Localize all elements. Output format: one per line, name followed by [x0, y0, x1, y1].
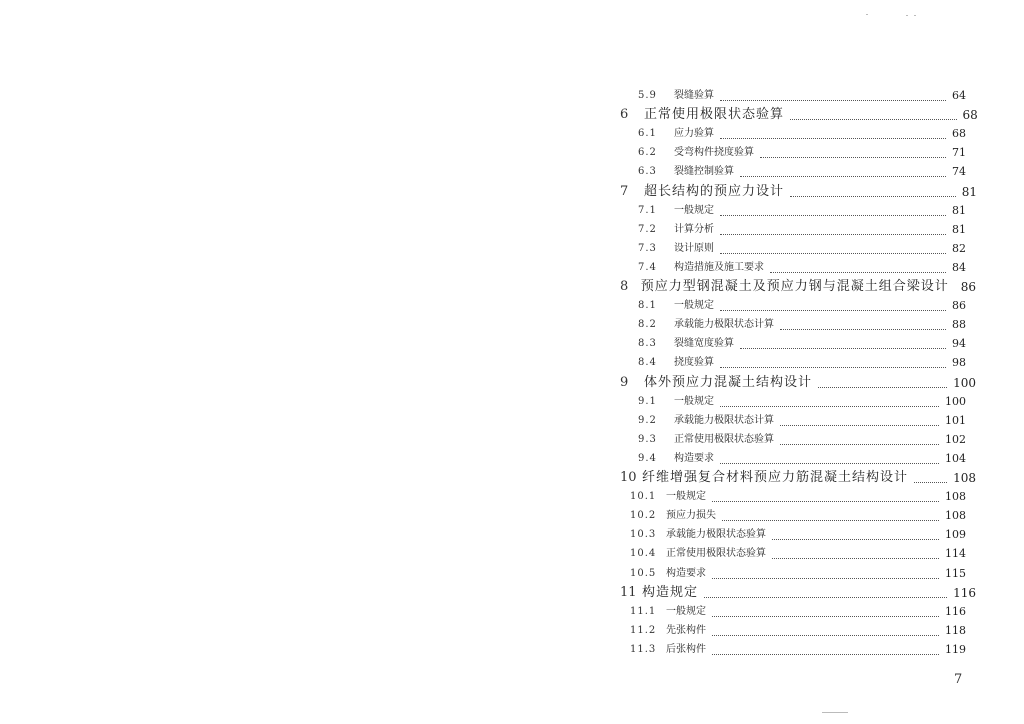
toc-entry-number: 8.4	[638, 357, 657, 369]
toc-entry-page: 104	[945, 451, 966, 465]
toc-leader-dots	[720, 397, 939, 407]
toc-leader-dots	[720, 244, 946, 254]
toc-entry-number: 6	[620, 107, 629, 123]
toc-leader-dots	[720, 225, 946, 235]
toc-section-entry	[638, 258, 966, 278]
toc-entry-number: 8.2	[638, 319, 657, 331]
toc-entry-title: 裂缝控制验算	[674, 166, 734, 178]
toc-entry-number: 7	[620, 183, 629, 199]
toc-section-entry	[638, 220, 966, 240]
toc-entry-page: 102	[945, 432, 966, 446]
toc-entry-page: 81	[952, 203, 966, 217]
toc-section-entry	[638, 201, 966, 221]
toc-entry-page: 81	[952, 222, 966, 236]
toc-entry-page: 71	[952, 146, 966, 160]
toc-entry-title: 一般规定	[674, 395, 714, 407]
toc-entry-number: 9.2	[638, 414, 657, 426]
toc-leader-dots	[720, 129, 946, 139]
toc-entry-page: 109	[945, 528, 966, 542]
toc-entry-number: 6.1	[638, 128, 657, 140]
toc-chapter-entry	[620, 583, 976, 603]
toc-entry-page: 108	[945, 490, 966, 504]
toc-entry-page: 81	[961, 184, 977, 199]
toc-entry-page: 84	[952, 260, 966, 274]
toc-entry-number: 9	[620, 374, 629, 390]
toc-entry-title: 裂缝宽度验算	[674, 338, 734, 350]
toc-entry-page: 100	[953, 375, 976, 390]
toc-entry-title: 一般规定	[674, 300, 714, 312]
toc-entry-title: 承载能力极限状态验算	[666, 529, 766, 541]
toc-section-entry	[638, 392, 966, 412]
toc-section-entry	[638, 449, 966, 469]
toc-entry-number: 11	[620, 584, 637, 600]
toc-entry-page: 74	[952, 165, 966, 179]
toc-leader-dots	[712, 645, 939, 655]
toc-entry-title: 应力验算	[674, 128, 714, 140]
toc-leader-dots	[704, 588, 947, 598]
toc-entry-page: 115	[945, 566, 966, 580]
toc-entry-page: 101	[945, 413, 966, 427]
toc-entry-title: 构造规定	[642, 584, 699, 600]
toc-entry-page: 108	[953, 471, 976, 485]
toc-entry-page: 86	[952, 299, 966, 313]
toc-section-entry	[630, 602, 966, 622]
toc-leader-dots	[914, 473, 947, 483]
toc-leader-dots	[760, 148, 946, 158]
toc-section-entry	[638, 430, 966, 450]
toc-entry-title: 纤维增强复合材料预应力筋混凝土结构设计	[642, 470, 909, 485]
toc-entry-page: 119	[945, 642, 966, 656]
toc-entry-page: 116	[945, 604, 966, 618]
toc-section-entry	[638, 86, 966, 106]
toc-entry-title: 受弯构件挠度验算	[674, 147, 754, 159]
toc-leader-dots	[790, 110, 957, 120]
toc-section-entry	[630, 544, 966, 564]
toc-entry-page: 68	[962, 108, 978, 123]
toc-entry-title: 预应力损失	[666, 510, 716, 522]
toc-leader-dots	[712, 569, 939, 579]
toc-section-entry	[638, 411, 966, 431]
scan-speck	[866, 14, 868, 15]
toc-entry-page: 118	[945, 623, 966, 637]
toc-section-entry	[630, 487, 966, 507]
toc-leader-dots	[740, 339, 946, 349]
toc-entry-number: 8.3	[638, 338, 657, 350]
toc-entry-title: 一般规定	[674, 204, 714, 216]
toc-entry-number: 10.4	[630, 548, 657, 560]
toc-entry-title: 构造要求	[666, 567, 706, 579]
toc-leader-dots	[772, 530, 939, 540]
toc-entry-number: 6.3	[638, 166, 657, 178]
toc-section-entry	[630, 640, 966, 660]
toc-section-entry	[638, 124, 966, 144]
toc-section-entry	[638, 143, 966, 163]
toc-section-entry	[638, 353, 966, 373]
toc-entry-page: 114	[945, 547, 966, 561]
toc-entry-number: 10.2	[630, 510, 657, 522]
toc-entry-number: 7.3	[638, 242, 657, 254]
toc-entry-title: 计算分析	[674, 223, 714, 235]
toc-section-entry	[638, 239, 966, 259]
scan-speck	[822, 712, 848, 713]
toc-entry-number: 10.5	[630, 567, 657, 579]
toc-entry-page: 68	[952, 127, 966, 141]
toc-entry-title: 承载能力极限状态计算	[674, 414, 774, 426]
toc-entry-number: 10.1	[630, 491, 657, 503]
toc-entry-title: 设计原则	[674, 242, 714, 254]
toc-entry-number: 9.1	[638, 395, 657, 407]
toc-entry-title: 正常使用极限状态验算	[674, 433, 774, 445]
toc-entry-title: 体外预应力混凝土结构设计	[644, 374, 813, 390]
toc-entry-page: 86	[960, 280, 976, 294]
toc-leader-dots	[740, 167, 946, 177]
toc-entry-page: 100	[945, 394, 966, 408]
toc-leader-dots	[720, 206, 946, 216]
toc-entry-page: 116	[953, 585, 976, 600]
toc-entry-number: 11.2	[630, 624, 657, 636]
toc-chapter-entry	[620, 468, 976, 488]
toc-leader-dots	[772, 549, 939, 559]
toc-entry-title: 承载能力极限状态计算	[674, 319, 774, 331]
toc-leader-dots	[712, 626, 939, 636]
toc-chapter-entry	[620, 277, 976, 297]
toc-entry-page: 64	[952, 89, 966, 102]
toc-entry-number: 6.2	[638, 147, 657, 159]
toc-entry-title: 超长结构的预应力设计	[644, 183, 785, 199]
toc-leader-dots	[712, 492, 939, 502]
toc-entry-number: 10.3	[630, 529, 657, 541]
toc-leader-dots	[790, 187, 956, 197]
toc-section-entry	[638, 315, 966, 335]
toc-leader-dots	[722, 511, 939, 521]
toc-leader-dots	[720, 358, 946, 368]
toc-entry-title: 挠度验算	[674, 357, 714, 369]
toc-leader-dots	[818, 378, 947, 388]
toc-entry-number: 7.2	[638, 223, 657, 235]
toc-entry-title: 正常使用极限状态验算	[644, 107, 785, 123]
toc-entry-title: 预应力型钢混凝土及预应力钢与混凝土组合梁设计	[640, 279, 949, 294]
toc-section-entry	[638, 296, 966, 316]
toc-entry-number: 9.4	[638, 452, 657, 464]
toc-leader-dots	[780, 435, 939, 445]
toc-entry-title: 构造要求	[674, 452, 714, 464]
toc-entry-number: 5.9	[638, 90, 657, 101]
toc-leader-dots	[780, 320, 946, 330]
toc-entry-title: 后张构件	[666, 643, 706, 655]
toc-leader-dots	[720, 454, 939, 464]
toc-entry-title: 构造措施及施工要求	[674, 261, 764, 273]
toc-entry-page: 98	[952, 356, 966, 370]
toc-chapter-entry	[620, 182, 977, 202]
toc-section-entry	[638, 162, 966, 182]
toc-chapter-entry	[620, 105, 978, 125]
toc-leader-dots	[712, 607, 939, 617]
toc-leader-dots	[720, 301, 946, 311]
toc-entry-page: 94	[952, 337, 966, 351]
toc-entry-title: 一般规定	[666, 605, 706, 617]
toc-entry-number: 10	[620, 470, 637, 485]
toc-section-entry	[630, 621, 966, 641]
toc-entry-number: 11.1	[630, 605, 657, 617]
scan-speck	[906, 15, 908, 16]
toc-section-entry	[630, 506, 966, 526]
toc-entry-number: 11.3	[630, 643, 657, 655]
page-number: 7	[954, 672, 963, 687]
toc-leader-dots	[720, 91, 946, 101]
toc-entry-number: 8	[620, 279, 629, 294]
toc-entry-page: 88	[952, 318, 966, 332]
toc-section-entry	[630, 564, 966, 584]
toc-entry-page: 108	[945, 509, 966, 523]
toc-chapter-entry	[620, 373, 976, 393]
toc-entry-title: 一般规定	[666, 491, 706, 503]
toc-section-entry	[630, 525, 966, 545]
scan-speck	[914, 15, 916, 16]
toc-entry-title: 裂缝验算	[674, 90, 714, 101]
toc-leader-dots	[770, 263, 946, 273]
toc-entry-number: 7.1	[638, 204, 657, 216]
toc-leader-dots	[780, 416, 939, 426]
toc-entry-number: 9.3	[638, 433, 657, 445]
toc-entry-title: 正常使用极限状态验算	[666, 548, 766, 560]
toc-section-entry	[638, 334, 966, 354]
toc-entry-page: 82	[952, 241, 966, 255]
toc-entry-title: 先张构件	[666, 624, 706, 636]
toc-entry-number: 8.1	[638, 300, 657, 312]
toc-entry-number: 7.4	[638, 261, 657, 273]
